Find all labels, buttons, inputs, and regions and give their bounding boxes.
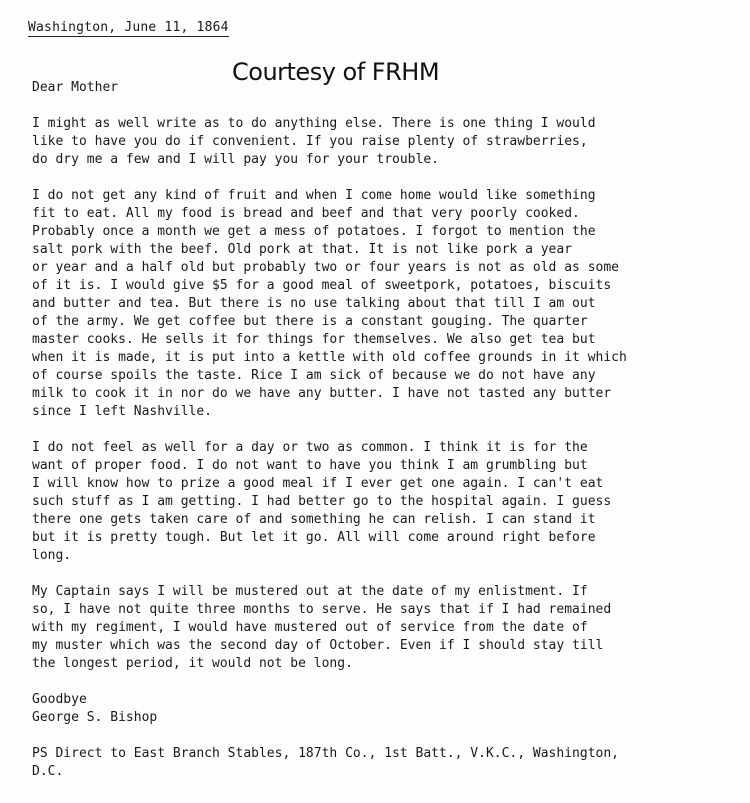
signature-name: George S. Bishop — [32, 710, 158, 725]
text-line: do dry me a few and I will pay you for your trouble. — [32, 152, 439, 167]
text-line: such stuff as I am getting. I had better go to the hospital again. I guess — [32, 494, 612, 509]
text-line: the longest period, it would not be long. — [32, 656, 353, 671]
postscript-line: PS Direct to East Branch Stables, 187th Co., 1st Batt., V.K.C., Washington, — [32, 746, 619, 761]
text-line: I do not feel as well for a day or two as common. I think it is for the — [32, 440, 588, 455]
letter-paragraph — [32, 439, 732, 565]
text-line: when it is made, it is put into a kettle with old coffee grounds in it which — [32, 350, 627, 365]
text-line: My Captain says I will be mustered out at the date of my enlistment. If — [32, 584, 588, 599]
text-line: of course spoils the taste. Rice I am sick of because we do not have any — [32, 368, 596, 383]
postscript-line: D.C. — [32, 764, 64, 779]
courtesy-stamp: Courtesy of FRHM — [232, 58, 440, 86]
postscript — [32, 745, 732, 781]
text-line: of the army. We get coffee but there is a constant gouging. The quarter — [32, 314, 588, 329]
text-line: with my regiment, I would have mustered out of service from the date of — [32, 620, 588, 635]
text-line: since I left Nashville. — [32, 404, 213, 419]
text-line: my muster which was the second day of October. Even if I should stay till — [32, 638, 604, 653]
text-line: Probably once a month we get a mess of potatoes. I forgot to mention the — [32, 224, 596, 239]
text-line: milk to cook it in nor do we have any butter. I have not tasted any butter — [32, 386, 612, 401]
letter-paragraph — [32, 115, 732, 169]
text-line: so, I have not quite three months to serve. He says that if I had remained — [32, 602, 612, 617]
text-line: want of proper food. I do not want to have you think I am grumbling but — [32, 458, 588, 473]
text-line: I do not get any kind of fruit and when I come home would like something — [32, 188, 596, 203]
text-line: salt pork with the beef. Old pork at that. It is not like pork a year — [32, 242, 573, 257]
text-line: or year and a half old but probably two or four years is not as old as some — [32, 260, 619, 275]
text-line: like to have you do if convenient. If you raise plenty of strawberries, — [32, 134, 588, 149]
letter-closing — [32, 691, 732, 727]
text-line: fit to eat. All my food is bread and beef and that very poorly cooked. — [32, 206, 580, 221]
salutation: Dear Mother — [32, 80, 119, 95]
text-line: but it is pretty tough. But let it go. All will come around right before — [32, 530, 596, 545]
dateline: Washington, June 11, 1864 — [28, 20, 229, 35]
text-line: and butter and tea. But there is no use talking about that till I am out — [32, 296, 596, 311]
closing-goodbye: Goodbye — [32, 692, 87, 707]
letter-body — [32, 115, 732, 781]
text-line: I will know how to prize a good meal if I ever get one again. I can't eat — [32, 476, 604, 491]
text-line: I might as well write as to do anything else. There is one thing I would — [32, 116, 596, 131]
text-line: of it is. I would give $5 for a good meal of sweetpork, potatoes, biscuits — [32, 278, 612, 293]
letter-paragraph — [32, 187, 732, 421]
text-line: there one gets taken care of and something he can relish. I can stand it — [32, 512, 596, 527]
letter-paragraph — [32, 583, 732, 673]
text-line: long. — [32, 548, 72, 563]
text-line: master cooks. He sells it for things for themselves. We also get tea but — [32, 332, 596, 347]
letter-paragraphs — [32, 115, 732, 673]
